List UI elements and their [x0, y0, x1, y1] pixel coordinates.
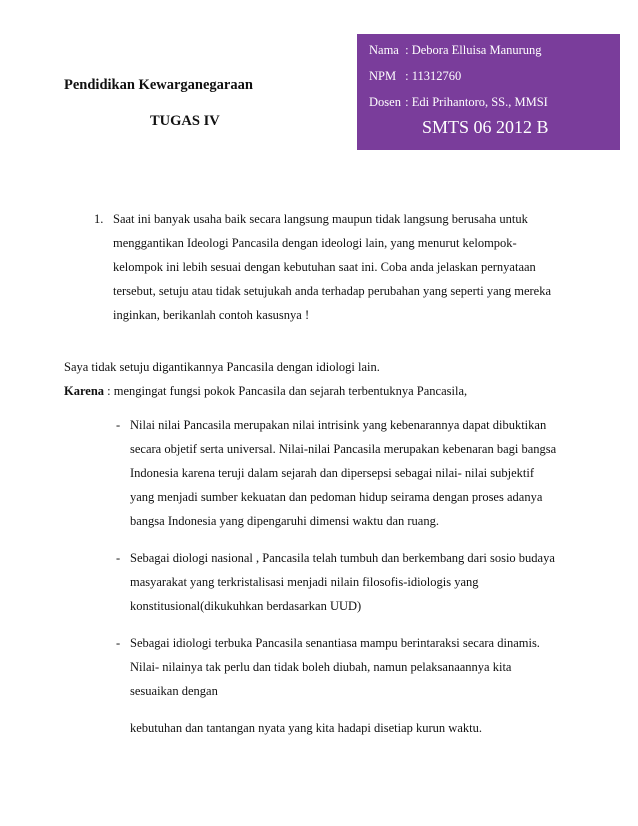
bullet-line: Sebagai idiologi terbuka Pancasila senantiasa mampu berintaraksi secara dinamis.	[130, 636, 540, 650]
bullet-text	[130, 413, 576, 533]
bullet-line: Indonesia karena teruji dalam sejarah dan dipersepsi sebagai nilai- nilai subjektif	[130, 466, 535, 480]
subject-title: Pendidikan Kewarganegaraan	[64, 77, 253, 93]
bullet-line: yang menjadi sumber kekuatan dan pedoman hidup seirama dengan proses adanya	[130, 490, 543, 504]
question-item	[94, 207, 574, 327]
assignment-title: TUGAS IV	[150, 113, 220, 129]
question-line: inginkan, berikanlah contoh kasusnya !	[113, 308, 310, 322]
question-number: 1.	[94, 212, 104, 226]
question-line: kelompok ini lebih sesuai dengan kebutuhan saat ini. Coba anda jelaskan pernyataan	[113, 260, 536, 274]
lecturer-value: : Edi Prihantoro, SS., MMSI	[405, 95, 548, 109]
npm-label: NPM	[369, 69, 397, 83]
student-info-box	[357, 34, 620, 150]
question-list	[94, 207, 574, 327]
bullet-line: Sebagai diologi nasional , Pancasila telah tumbuh dan berkembang dari sosio budaya	[130, 551, 555, 565]
bullet-item	[116, 546, 576, 618]
reason-label: Karena	[64, 384, 105, 398]
bullet-item	[116, 413, 576, 533]
bullet-line: masyarakat yang terkristalisasi menjadi nilain filosofis-idiologis yang	[130, 575, 479, 589]
npm-row	[369, 68, 620, 94]
reason-text: : mengingat fungsi pokok Pancasila dan sejarah terbentuknya Pancasila,	[104, 384, 468, 398]
name-label: Nama	[369, 43, 399, 57]
bullet-line: bangsa Indonesia yang dipengaruhi dimensi waktu dan ruang.	[130, 514, 439, 528]
answer-reason	[64, 379, 584, 403]
bullet-continuation: kebutuhan dan tantangan nyata yang kita hadapi disetiap kurun waktu.	[130, 721, 482, 735]
bullet-line: secara objetif serta universal. Nilai-nilai Pancasila merupakan kebenaran bagi bangsa	[130, 442, 557, 456]
lecturer-label: Dosen	[369, 95, 401, 109]
bullet-line: Nilai- nilainya tak perlu dan tidak boleh diubah, namun pelaksanaannya kita	[130, 660, 512, 674]
semester-label: SMTS 06 2012 B	[422, 117, 549, 137]
bullet-dash: -	[116, 418, 121, 432]
name-row	[369, 42, 620, 68]
question-line: menggantikan Ideologi Pancasila dengan ideologi lain, yang menurut kelompok-	[113, 236, 517, 250]
bullet-dash: -	[116, 636, 121, 650]
bullet-line: Nilai nilai Pancasila merupakan nilai intrisink yang kebenarannya dapat dibuktikan	[130, 418, 547, 432]
name-value: : Debora Elluisa Manurung	[405, 43, 542, 57]
npm-value: : 11312760	[405, 69, 462, 83]
question-text	[113, 207, 574, 327]
bullet-text	[130, 546, 576, 618]
bullet-line: konstitusional(dikukuhkan berdasarkan UUD)	[130, 599, 362, 613]
bullet-text	[130, 631, 576, 740]
reason-bullet-list	[116, 413, 576, 753]
bullet-item	[116, 631, 576, 740]
answer-intro	[64, 355, 584, 403]
bullet-dash: -	[116, 551, 121, 565]
question-line: Saat ini banyak usaha baik secara langsung maupun tidak langsung berusaha untuk	[113, 212, 528, 226]
question-line: tersebut, setuju atau tidak setujukah anda terhadap perubahan yang seperti yang mereka	[113, 284, 552, 298]
bullet-line: sesuaikan dengan	[130, 684, 218, 698]
answer-statement: Saya tidak setuju digantikannya Pancasila dengan idiologi lain.	[64, 360, 380, 374]
